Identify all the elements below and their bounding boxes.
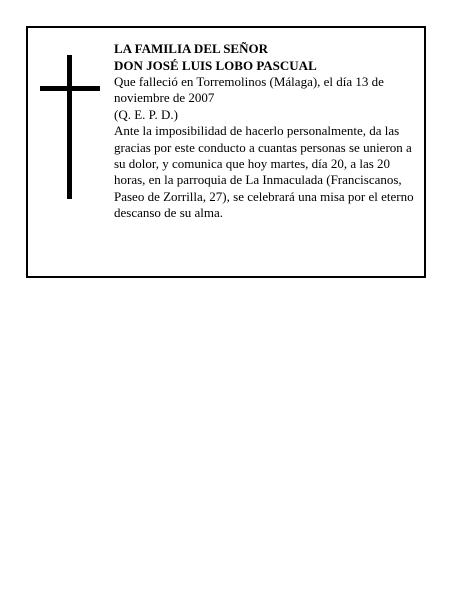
cross-horizontal-bar [40,86,100,91]
heading-family: LA FAMILIA DEL SEÑOR [114,41,268,56]
thanks-message: Ante la imposibilidad de hacerlo personalmente, da las gracias por este conducto a cuantas personas se unieron a su dolor, y comunica que hoy martes, día 20, a las 20 horas, en la parroquia de La Inmaculada (Franciscanos, Paseo de Zorrilla, 27), se celebrará una misa por el eterno descanso de su alma. [114,123,414,221]
qepd: (Q. E. P. D.) [114,106,178,122]
notice-text [114,40,414,222]
heading-deceased-name: DON JOSÉ LUIS LOBO PASCUAL [114,58,317,73]
death-notice: Que falleció en Torremolinos (Málaga), el día 13 de noviembre de 2007 [114,74,384,106]
obituary-notice [26,26,426,278]
cross-vertical-bar [67,55,72,199]
cross-icon [40,55,100,199]
